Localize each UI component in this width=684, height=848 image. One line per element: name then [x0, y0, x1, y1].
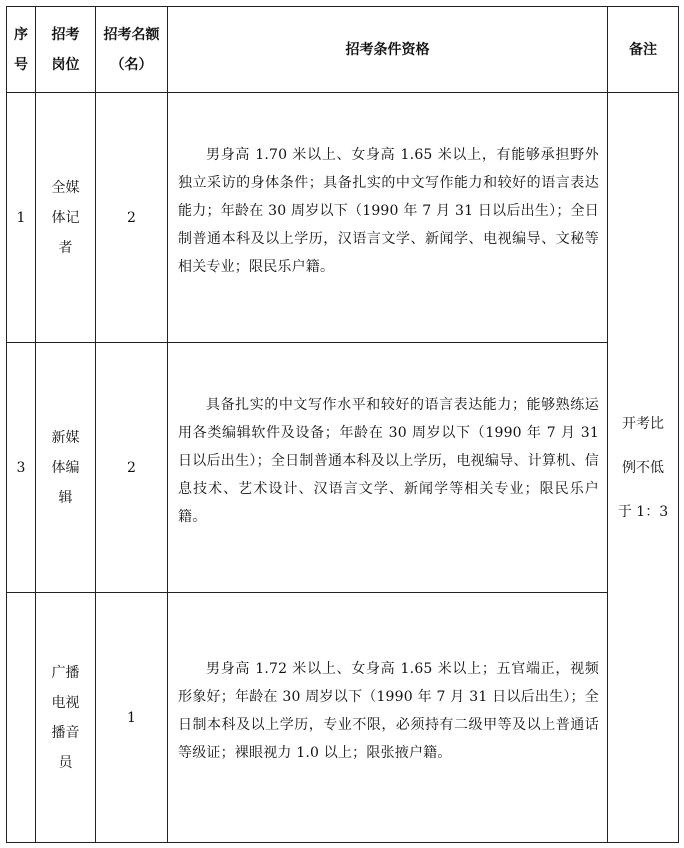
row-qualifications: 男身高 1.70 米以上、女身高 1.65 米以上，有能够承担野外独立采访的身体条件；具备扎实的中文写作能力和较好的语言表达能力；年龄在 30 周岁以下（1990 年 7 月 31 日以后出生）；全日制普通本科及以上学历，汉语言文学、新闻学、电视编导、文秘等相关专业；限民乐户籍。 — [168, 93, 608, 343]
table-row — [7, 93, 679, 343]
row-qualifications: 具备扎实的中文写作水平和较好的语言表达能力；能够熟练运用各类编辑软件及设备；年龄在 30 周岁以下（1990 年 7 月 31 日以后出生）；全日制普通本科及以上学历，电视编导、计算机、信息技术、艺术设计、汉语言文学、新闻学等相关专业；限民乐户籍。 — [168, 343, 608, 593]
header-position: 招考岗位 — [36, 7, 96, 93]
row-position: 全媒体记者 — [36, 93, 96, 343]
table-row — [7, 593, 679, 843]
row-qualifications: 男身高 1.72 米以上、女身高 1.65 米以上；五官端正，视频形象好；年龄在 30 周岁以下（1990 年 7 月 31 日以后出生）；全日制本科及以上学历，专业不限，必须持有二级甲等及以上普通话等级证；裸眼视力 1.0 以上；限张掖户籍。 — [168, 593, 608, 843]
table-row — [7, 343, 679, 593]
header-remarks: 备注 — [608, 7, 679, 93]
row-position: 新媒体编辑 — [36, 343, 96, 593]
row-quota: 2 — [96, 93, 168, 343]
recruitment-table — [6, 6, 679, 843]
row-index: 3 — [7, 343, 36, 593]
remarks-text: 开考比例不低于 1：3 — [617, 415, 669, 520]
header-quota: 招考名额（名） — [96, 7, 168, 93]
row-index — [7, 593, 36, 843]
row-quota: 2 — [96, 343, 168, 593]
remarks-cell — [608, 93, 679, 843]
row-position: 广播电视播音员 — [36, 593, 96, 843]
header-index: 序号 — [7, 7, 36, 93]
header-row — [7, 7, 679, 93]
header-qualifications: 招考条件资格 — [168, 7, 608, 93]
row-quota: 1 — [96, 593, 168, 843]
row-index: 1 — [7, 93, 36, 343]
